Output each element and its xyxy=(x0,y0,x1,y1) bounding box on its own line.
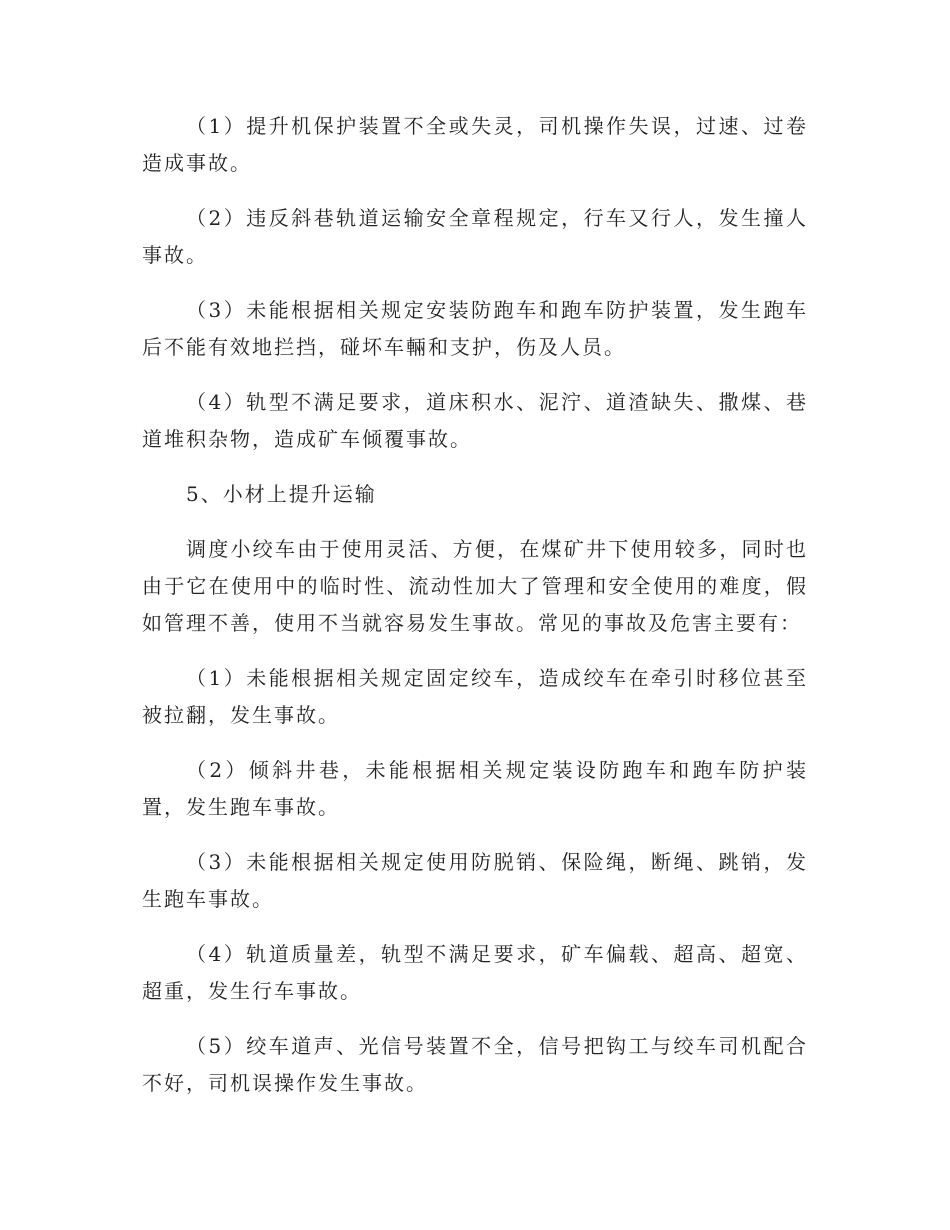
paragraph-winch-fixing: （1）未能根据相关规定固定绞车，造成绞车在牵引时移位甚至被拉翻，发生事故。 xyxy=(142,666,808,727)
document-body xyxy=(142,108,808,1120)
paragraph-incline-violation: （2）违反斜巷轨道运输安全章程规定，行车又行人，发生撞人事故。 xyxy=(142,206,808,267)
paragraph-runaway-protection: （3）未能根据相关规定安装防跑车和跑车防护装置，发生跑车后不能有效地拦挡，碰坏车輛和支护，伤及人员。 xyxy=(142,298,808,359)
paragraph-track-quality: （4）轨道质量差，轨型不满足要求，矿车偏载、超高、超宽、超重，发生行车事故。 xyxy=(142,942,808,1003)
paragraph-safety-pins: （3）未能根据相关规定使用防脱销、保险绳，断绳、跳销，发生跑车事故。 xyxy=(142,850,808,911)
paragraph-hoist-protection: （1）提升机保护装置不全或失灵，司机操作失误，过速、过卷造成事故。 xyxy=(142,114,808,175)
paragraph-incline-runaway: （2）倾斜井巷，未能根据相关规定装设防跑车和跑车防护装置，发生跑车事故。 xyxy=(142,758,808,819)
paragraph-winch-intro: 调度小绞车由于使用灵活、方便，在煤矿井下使用较多，同时也由于它在使用中的临时性、流动性加大了管理和安全使用的难度，假如管理不善，使用不当就容易发生事故。常见的事故及危害主要有： xyxy=(142,537,808,635)
section-heading-small-winch: 5、小材上提升运输 xyxy=(186,482,377,506)
paragraph-track-requirements: （4）轨型不满足要求，道床积水、泥泞、道渣缺失、撒煤、巷道堆积杂物，造成矿车倾覆事故。 xyxy=(142,390,808,451)
paragraph-signal-devices: （5）绞车道声、光信号装置不全，信号把钩工与绞车司机配合不好，司机误操作发生事故。 xyxy=(142,1034,808,1095)
